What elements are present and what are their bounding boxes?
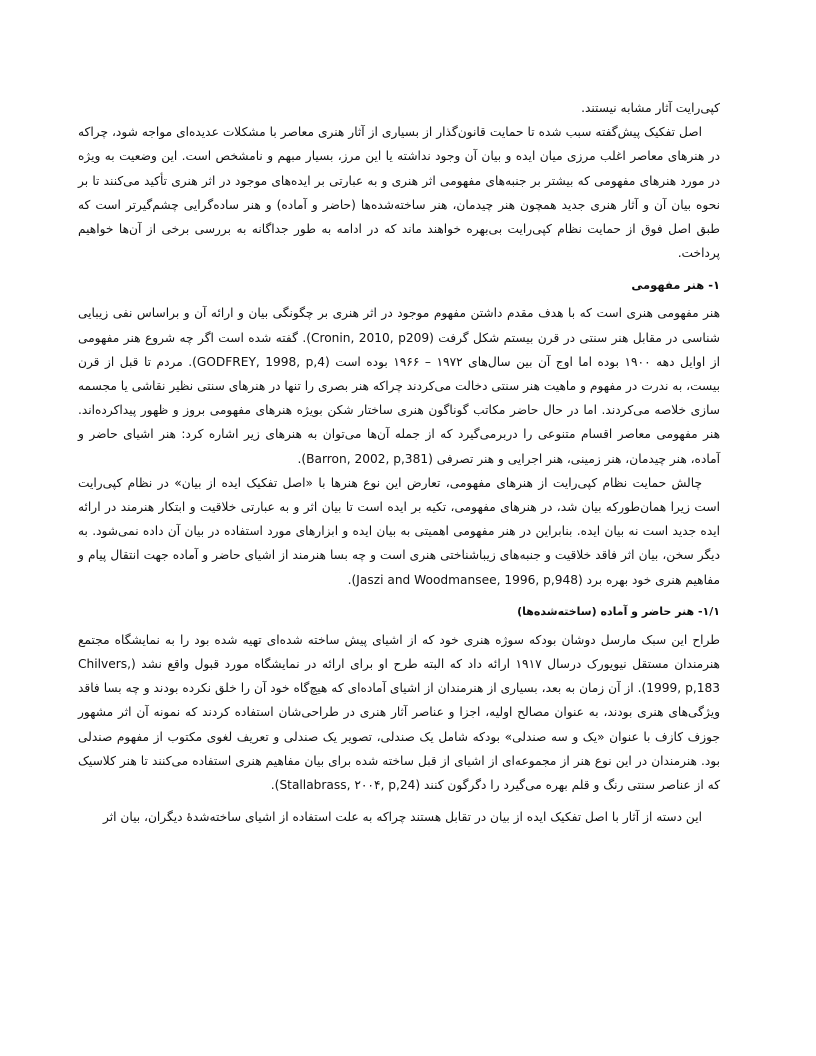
paragraph-gap	[78, 797, 720, 805]
subsection-heading-readymade: ۱/۱- هنر حاضر و آماده (ساخته‌شده‌ها)	[517, 604, 720, 618]
paragraph-copyright-challenge: چالش حمایت نظام کپی‌رایت از هنرهای مفهومی، تعارض این نوع هنرها با «اصل تفکیک ایده از بیان» در نظام کپی‌رایت است زیرا همان‌طورکه بیان شد، در هنرهای مفهومی، تکیه بر ایده است تا بیان اثر و به عبارتی خلاقیت و ابتکار هنرمند در ارائه ایده جدید است نه بیان ایده. بنابراین در هنر مفهومی اهمیتی به بیان ایده و ابزارهای مورد استفاده در بیان آن داده نمی‌شود. به دیگر سخن، بیان اثر فاقد خلاقیت و جنبه‌های زیباشناختی هنری است و چه بسا هنرمند از اشیای حاضر و آماده جهت انتقال پیام و مفاهیم هنری خود بهره برد (Jaszi and Woodmansee, 1996, p,948).	[78, 475, 720, 587]
continuation-line: کپی‌رایت آثار مشابه نیستند.	[581, 101, 720, 115]
paragraph-idea-expression: اصل تفکیک پیش‌گفته سبب شده تا حمایت قانون‌گذار از بسیاری از آثار هنری معاصر با مشکلات عدیده‌ای مواجه شود، چراکه در هنرهای معاصر اغلب مرزی میان ایده و بیان آن وجود نداشته یا این مرز، بسیار مبهم و نامشخص است. این وضعیت به ویژه در مورد هنرهای مفهومی که بیشتر بر جنبه‌های مفهومی اثر هنری و به عبارتی بر ایده‌های موجود در اثر هنری تأکید می‌کنند تا بر نحوه بیان آن و آثار هنری جدید همچون هنر چیدمان، هنر ساخته‌شده‌ها (حاضر و آماده) و هنر ساده‌گرایی چشم‌گیرتر است که طبق اصل فوق از حمایت نظام کپی‌رایت بی‌بهره خواهند ماند که در ادامه به طور جداگانه به بررسی برخی از آن‌ها خواهیم پرداخت.	[78, 125, 720, 261]
paragraph-conflict: این دسته از آثار با اصل تفکیک ایده از بیان در تقابل هستند چراکه به علت استفاده از اشیای ساخته‌شدهٔ دیگران، بیان اثر	[103, 810, 702, 825]
section-heading-conceptual-art: ۱- هنر مفهومی	[631, 278, 720, 293]
paragraph-conceptual-art: هنر مفهومی هنری است که با هدف مقدم داشتن مفهوم موجود در اثر هنری بر چگونگی بیان و ارائه آن و براساس نفی زیبایی شناسی در مقابل هنر سنتی در قرن بیستم شکل گرفت (Cronin, 2010, p209). گفته شده است اگر چه شروع هنر مفهومی از اوایل دهه ۱۹۰۰ بوده اما اوج آن بین سال‌های ۱۹۷۲ – ۱۹۶۶ بوده است (GODFREY, 1998, p,4). مردم تا قبل از قرن بیست، به ندرت در مفهوم و ماهیت هنر سنتی دخالت می‌کردند چراکه هنر بصری را تنها در هنرهای سنتی نظیر نقاشی یا مجسمه سازی خلاصه می‌کردند. اما در حال حاضر مکاتب گوناگون هنری ساختار شکن بویژه هنرهای مفهومی بروز و ظهور پیداکرده‌اند. هنر مفهومی معاصر اقسام متنوعی را دربرمی‌گیرد که از جمله آن‌ها می‌توان به هنرهای زیر اشاره کرد: هنر اشیای حاضر و آماده، هنر چیدمان، هنر زمینی، هنر اجرایی و هنر تصرفی (Barron, 2002, p,381).	[78, 306, 721, 466]
document-page	[78, 96, 720, 829]
paragraph-readymade: طراح این سبک مارسل دوشان بودکه سوژه هنری خود که از اشیای پیش ساخته شده‌ای تهیه شده بود را به نمایشگاه مجتمع هنرمندان مستقل نیویورک درسال ۱۹۱۷ ارائه داد که البته طرح او برای ارائه در نمایشگاه مورد قبول واقع نشد (Chilvers, 1999, p,183). از آن زمان به بعد، بسیاری از هنرمندان از اشیای آماده‌ای که هیچ‌گاه خود آن را خلق نکرده بودند و چه بسا فاقد ویژگی‌های هنری بودند، به عنوان مصالح اولیه، اجزا و عناصر آثار هنری در طراحی‌شان استفاده کردند که نمونه آن اثر مشهور جوزف کازف با عنوان «یک و سه صندلی» بودکه شامل یک صندلی، تصویر یک صندلی و تعریف لغوی مکتوب از مفهوم صندلی بود. هنرمندان در این نوع هنر از مجموعه‌ای از اشیای از قبل ساخته شده برای بیان مفاهیم هنری استفاده می‌کنند تا هنر کلاسیک که از عناصر سنتی رنگ و قلم بهره می‌گیرد را دگرگون کنند (Stallabrass, ۲۰۰۴, p,24).	[78, 632, 721, 793]
